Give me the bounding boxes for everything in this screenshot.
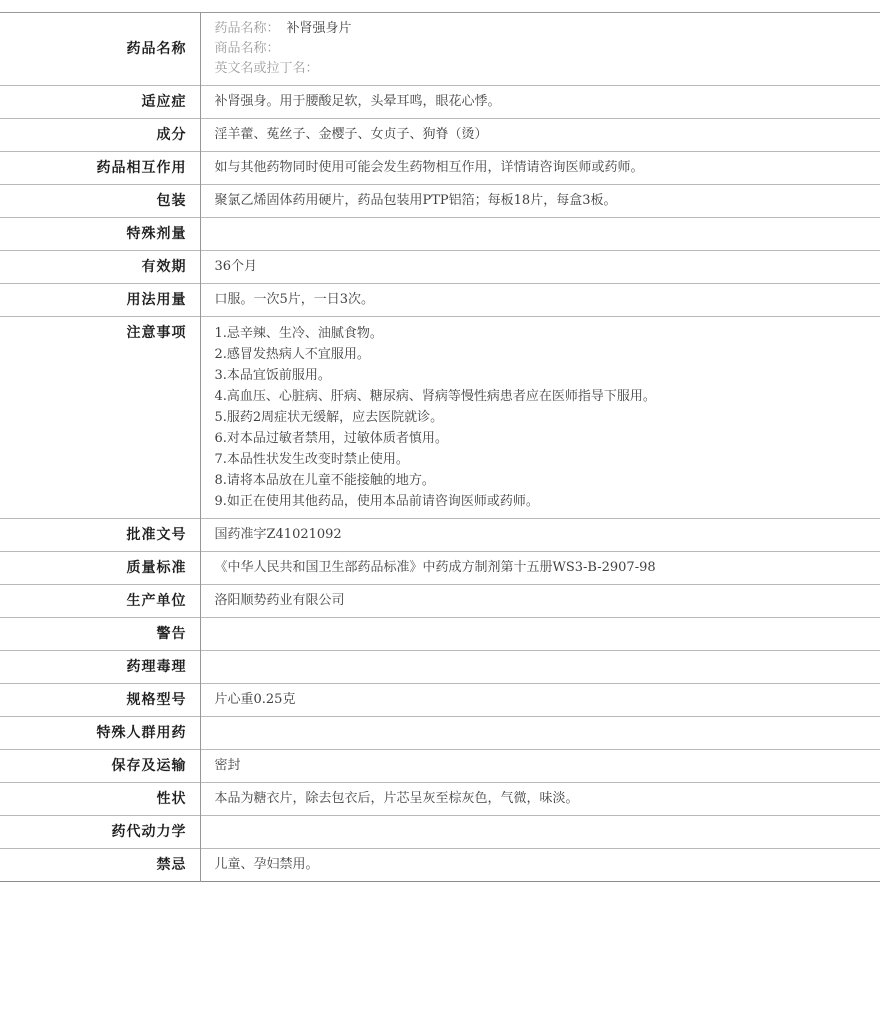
table-row-drug-name <box>0 13 880 86</box>
precaution-item: 6.对本品过敏者禁用，过敏体质者慎用。 <box>214 431 448 446</box>
row-label: 用法用量 <box>0 284 200 317</box>
row-value: 儿童、孕妇禁用。 <box>214 857 319 872</box>
table-row-ingredients <box>0 119 880 152</box>
row-label: 药代动力学 <box>0 816 200 849</box>
precaution-item: 3.本品宜饭前服用。 <box>214 368 331 383</box>
field-label: 药品名称： <box>214 21 280 36</box>
row-value <box>200 13 880 86</box>
table-row-indications <box>0 86 880 119</box>
row-label: 包装 <box>0 185 200 218</box>
table-row-special-dosage <box>0 218 880 251</box>
row-value: 洛阳顺势药业有限公司 <box>214 593 345 608</box>
row-value: 口服。一次5片，一日3次。 <box>214 292 375 307</box>
precaution-item: 9.如正在使用其他药品，使用本品前请咨询医师或药师。 <box>214 494 539 509</box>
table-row-pharmacokinetics <box>0 816 880 849</box>
row-label: 性状 <box>0 783 200 816</box>
precaution-item: 1.忌辛辣、生冷、油腻食物。 <box>214 326 383 341</box>
precaution-item: 7.本品性状发生改变时禁止使用。 <box>214 452 409 467</box>
row-label: 适应症 <box>0 86 200 119</box>
english-name-line <box>215 59 867 79</box>
row-value: 补肾强身。用于腰酸足软，头晕耳鸣，眼花心悸。 <box>214 94 501 109</box>
table-row-pharmacology-toxicology <box>0 651 880 684</box>
row-label: 成分 <box>0 119 200 152</box>
table-row-special-populations <box>0 717 880 750</box>
row-label: 注意事项 <box>0 317 200 519</box>
row-value: 片心重0.25克 <box>214 692 296 707</box>
row-label: 质量标准 <box>0 552 200 585</box>
table-row-shelf-life <box>0 251 880 284</box>
precaution-item: 2.感冒发热病人不宜服用。 <box>214 347 370 362</box>
row-value <box>200 717 880 750</box>
field-value <box>319 61 326 76</box>
row-label: 规格型号 <box>0 684 200 717</box>
row-label: 生产单位 <box>0 585 200 618</box>
row-value: 36个月 <box>214 259 258 274</box>
trade-name-line <box>215 39 867 59</box>
row-value: 如与其他药物同时使用可能会发生药物相互作用，详情请咨询医师或药师。 <box>214 160 644 175</box>
row-value <box>200 816 880 849</box>
row-label: 禁忌 <box>0 849 200 882</box>
table-row-storage-transport <box>0 750 880 783</box>
row-value: 淫羊藿、菟丝子、金樱子、女贞子、狗脊（烫） <box>214 127 488 142</box>
row-value <box>200 317 880 519</box>
drug-name-line <box>215 19 867 39</box>
row-value: 《中华人民共和国卫生部药品标准》中药成方制剂第十五册WS3-B-2907-98 <box>214 560 656 575</box>
row-value: 国药准字Z41021092 <box>214 527 342 542</box>
page <box>0 12 880 1022</box>
row-value: 聚氯乙烯固体药用硬片，药品包装用PTP铝箔；每板18片，每盒3板。 <box>214 193 617 208</box>
table-row-drug-interactions <box>0 152 880 185</box>
precaution-item: 5.服药2周症状无缓解，应去医院就诊。 <box>214 410 444 425</box>
row-value <box>200 218 880 251</box>
table-row-manufacturer <box>0 585 880 618</box>
field-label: 商品名称： <box>214 41 280 56</box>
row-label: 药品名称 <box>0 13 200 86</box>
row-label: 药理毒理 <box>0 651 200 684</box>
row-label: 批准文号 <box>0 519 200 552</box>
row-label: 特殊人群用药 <box>0 717 200 750</box>
row-value <box>200 651 880 684</box>
table-row-packaging <box>0 185 880 218</box>
row-value: 密封 <box>214 758 241 773</box>
precaution-item: 8.请将本品放在儿童不能接触的地方。 <box>214 473 435 488</box>
drug-info-table <box>0 12 880 882</box>
row-value: 本品为糖衣片，除去包衣后，片芯呈灰至棕灰色，气微，味淡。 <box>214 791 579 806</box>
row-label: 保存及运输 <box>0 750 200 783</box>
field-value <box>280 41 287 56</box>
table-row-dosage-usage <box>0 284 880 317</box>
row-label: 警告 <box>0 618 200 651</box>
table-row-contraindications <box>0 849 880 882</box>
row-label: 特殊剂量 <box>0 218 200 251</box>
table-row-quality-standard <box>0 552 880 585</box>
table-row-characteristics <box>0 783 880 816</box>
field-value: 补肾强身片 <box>286 21 352 36</box>
table-row-approval-number <box>0 519 880 552</box>
field-label: 英文名或拉丁名： <box>214 61 319 76</box>
row-label: 有效期 <box>0 251 200 284</box>
row-label: 药品相互作用 <box>0 152 200 185</box>
table-row-warning <box>0 618 880 651</box>
table-row-specification <box>0 684 880 717</box>
precaution-item: 4.高血压、心脏病、肝病、糖尿病、肾病等慢性病患者应在医师指导下服用。 <box>214 389 656 404</box>
row-value <box>200 618 880 651</box>
table-row-precautions <box>0 317 880 519</box>
